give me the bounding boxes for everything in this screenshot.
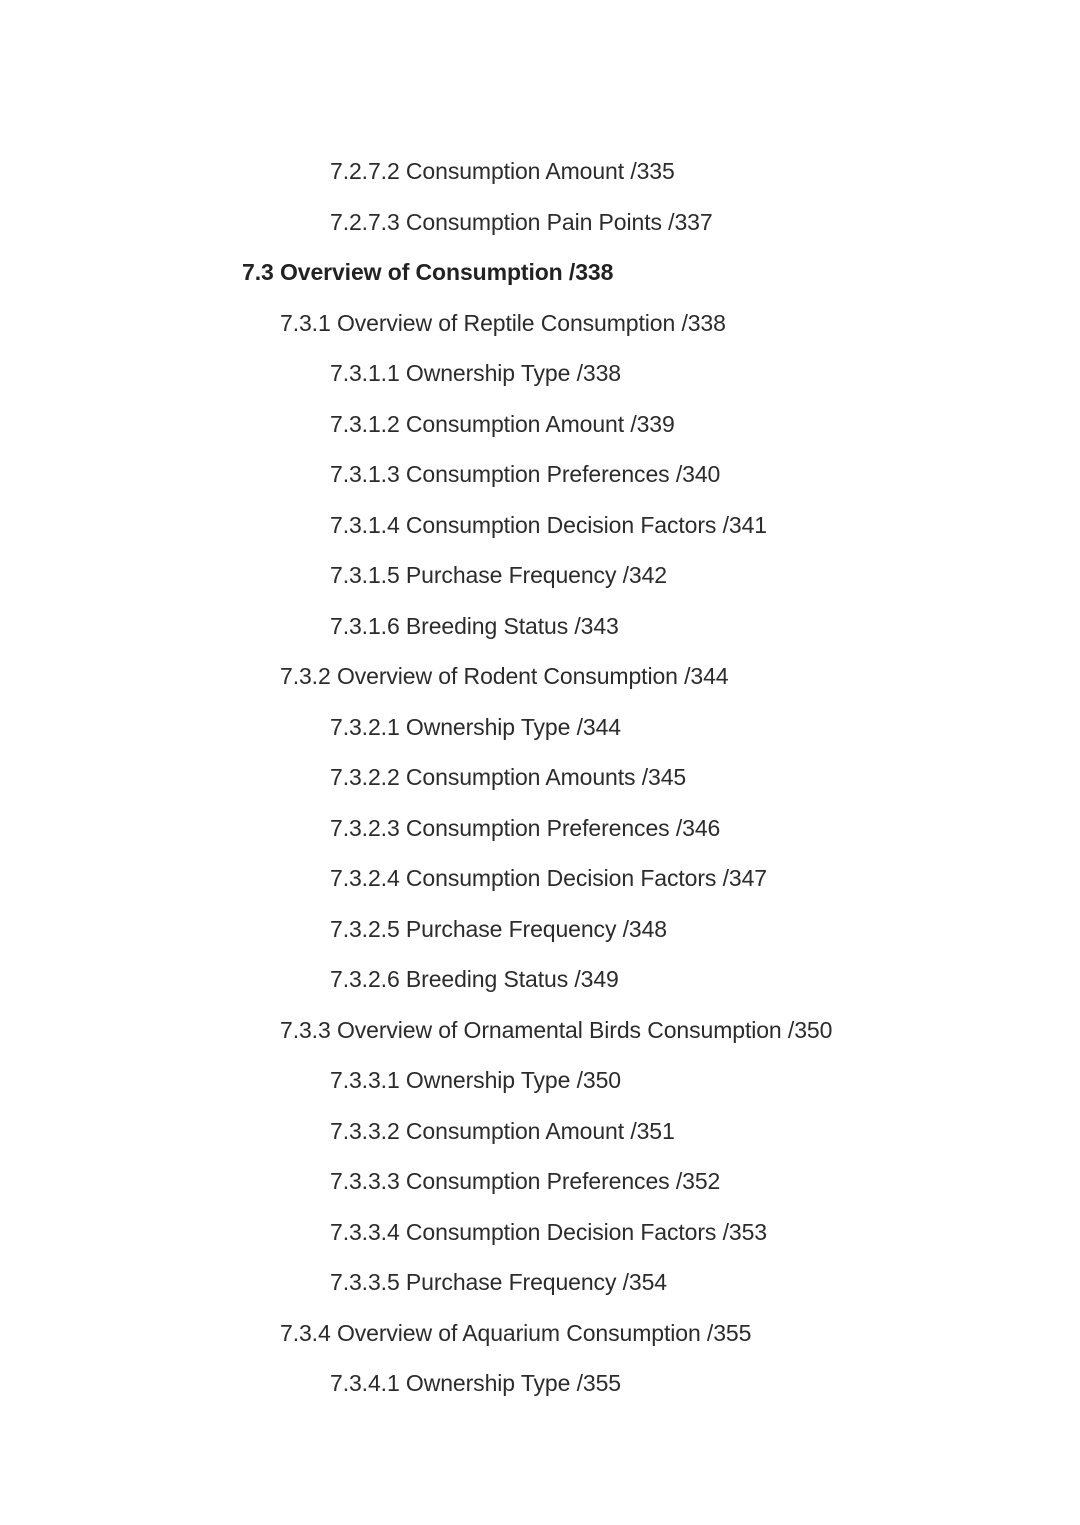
toc-entry[interactable]: 7.3.2.2 Consumption Amounts /345 [330, 764, 687, 790]
toc-entry[interactable]: 7.3.3.4 Consumption Decision Factors /353 [330, 1218, 767, 1245]
toc-entry[interactable]: 7.3.4.1 Ownership Type /355 [330, 1370, 621, 1396]
toc-subsection[interactable]: 7.3.2 Overview of Rodent Consumption /344 [280, 663, 729, 689]
toc-entry[interactable]: 7.3.1.2 Consumption Amount /339 [330, 410, 675, 437]
toc-subsection[interactable]: 7.3.1 Overview of Reptile Consumption /338 [280, 309, 726, 336]
toc-entry[interactable]: 7.3.3.2 Consumption Amount /351 [330, 1117, 675, 1144]
toc-entry[interactable]: 7.3.2.4 Consumption Decision Factors /347 [330, 865, 767, 891]
toc-entry[interactable]: 7.3.1.5 Purchase Frequency /342 [330, 562, 668, 588]
toc-entry[interactable]: 7.3.2.6 Breeding Status /349 [330, 966, 619, 992]
toc-entry[interactable]: 7.3.1.3 Consumption Preferences /340 [330, 461, 721, 487]
toc-entry[interactable]: 7.3.1.1 Ownership Type /338 [330, 360, 621, 386]
toc-entry[interactable]: 7.3.2.5 Purchase Frequency /348 [330, 915, 668, 942]
toc-entry[interactable]: 7.3.3.3 Consumption Preferences /352 [330, 1168, 721, 1194]
toc-entry[interactable]: 7.3.1.6 Breeding Status /343 [330, 612, 619, 639]
toc-entry[interactable]: 7.3.3.1 Ownership Type /350 [330, 1067, 621, 1093]
toc-section-heading[interactable]: 7.3 Overview of Consumption /338 [242, 259, 614, 285]
toc-entry[interactable]: 7.2.7.2 Consumption Amount /335 [330, 158, 675, 184]
toc-subsection[interactable]: 7.3.3 Overview of Ornamental Birds Consumption /350 [280, 1016, 833, 1043]
toc-entry[interactable]: 7.3.2.3 Consumption Preferences /346 [330, 814, 721, 841]
toc-entry[interactable]: 7.3.1.4 Consumption Decision Factors /341 [330, 511, 767, 538]
toc-entry[interactable]: 7.2.7.3 Consumption Pain Points /337 [330, 208, 713, 235]
toc-subsection[interactable]: 7.3.4 Overview of Aquarium Consumption /355 [280, 1319, 752, 1346]
table-of-contents [0, 152, 1080, 1415]
toc-entry[interactable]: 7.3.3.5 Purchase Frequency /354 [330, 1269, 668, 1295]
toc-entry[interactable]: 7.3.2.1 Ownership Type /344 [330, 713, 621, 740]
